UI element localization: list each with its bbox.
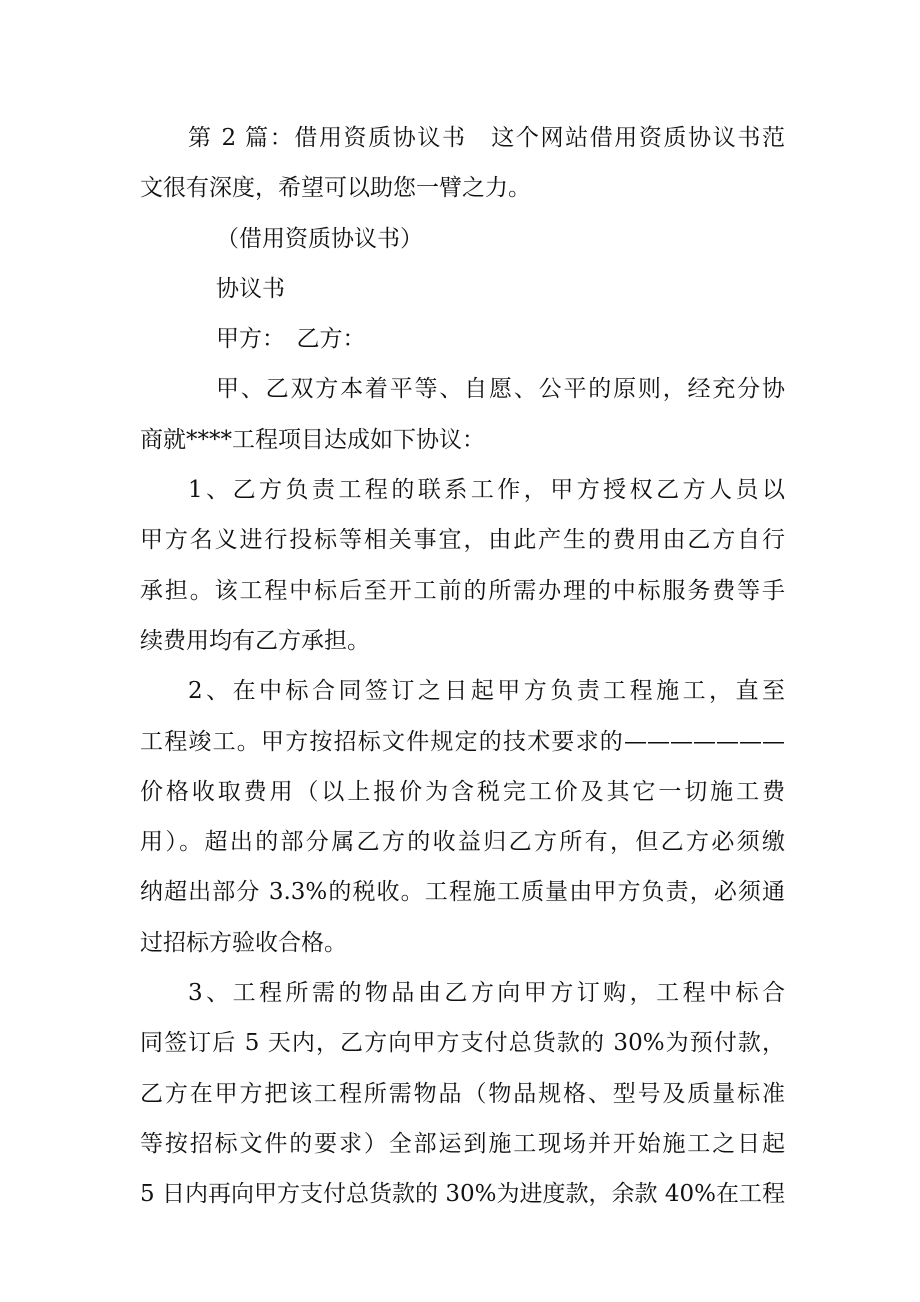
text-line: 3、工程所需的物品由乙方向甲方订购，工程中标合	[188, 980, 785, 1007]
text-line: 协议书	[216, 275, 285, 302]
text-line: 第 2 篇：借用资质协议书 这个网站借用资质协议书范	[188, 125, 785, 151]
document-body	[140, 113, 785, 1220]
text-line: 商就****工程项目达成如下协议：	[140, 426, 485, 453]
text-line: 1、乙方负责工程的联系工作，甲方授权乙方人员以	[188, 477, 785, 504]
text-line: 5 日内再向甲方支付总货款的 30%为进度款，余款 40%在工程	[140, 1181, 785, 1208]
text-line: 甲、乙双方本着平等、自愿、公平的原则，经充分协	[216, 376, 785, 403]
text-line: 甲方名义进行投标等相关事宜，由此产生的费用由乙方自行	[140, 527, 785, 554]
text-line: （借用资质协议书）	[216, 225, 423, 252]
text-line: 过招标方验收合格。	[140, 929, 347, 956]
text-line: 2、在中标合同签订之日起甲方负责工程施工，直至	[188, 678, 785, 705]
text-line: 等按招标文件的要求）全部运到施工现场并开始施工之日起	[140, 1130, 785, 1157]
text-line: 乙方在甲方把该工程所需物品（物品规格、型号及质量标准	[140, 1080, 785, 1107]
text-line: 文很有深度，希望可以助您一臂之力。	[140, 175, 531, 202]
text-line: 工程竣工。甲方按招标文件规定的技术要求的———————	[140, 728, 785, 755]
text-line: 同签订后 5 天内，乙方向甲方支付总货款的 30%为预付款，	[140, 1030, 785, 1057]
text-line: 甲方： 乙方：	[216, 326, 366, 353]
text-line: 纳超出部分 3.3%的税收。工程施工质量由甲方负责，必须通	[140, 879, 785, 906]
text-line: 价格收取费用（以上报价为含税完工价及其它一切施工费	[140, 778, 785, 805]
text-line: 用）。超出的部分属乙方的收益归乙方所有，但乙方必须缴	[140, 829, 785, 856]
text-line: 续费用均有乙方承担。	[140, 627, 370, 654]
text-line: 承担。该工程中标后至开工前的所需办理的中标服务费等手	[140, 577, 785, 604]
